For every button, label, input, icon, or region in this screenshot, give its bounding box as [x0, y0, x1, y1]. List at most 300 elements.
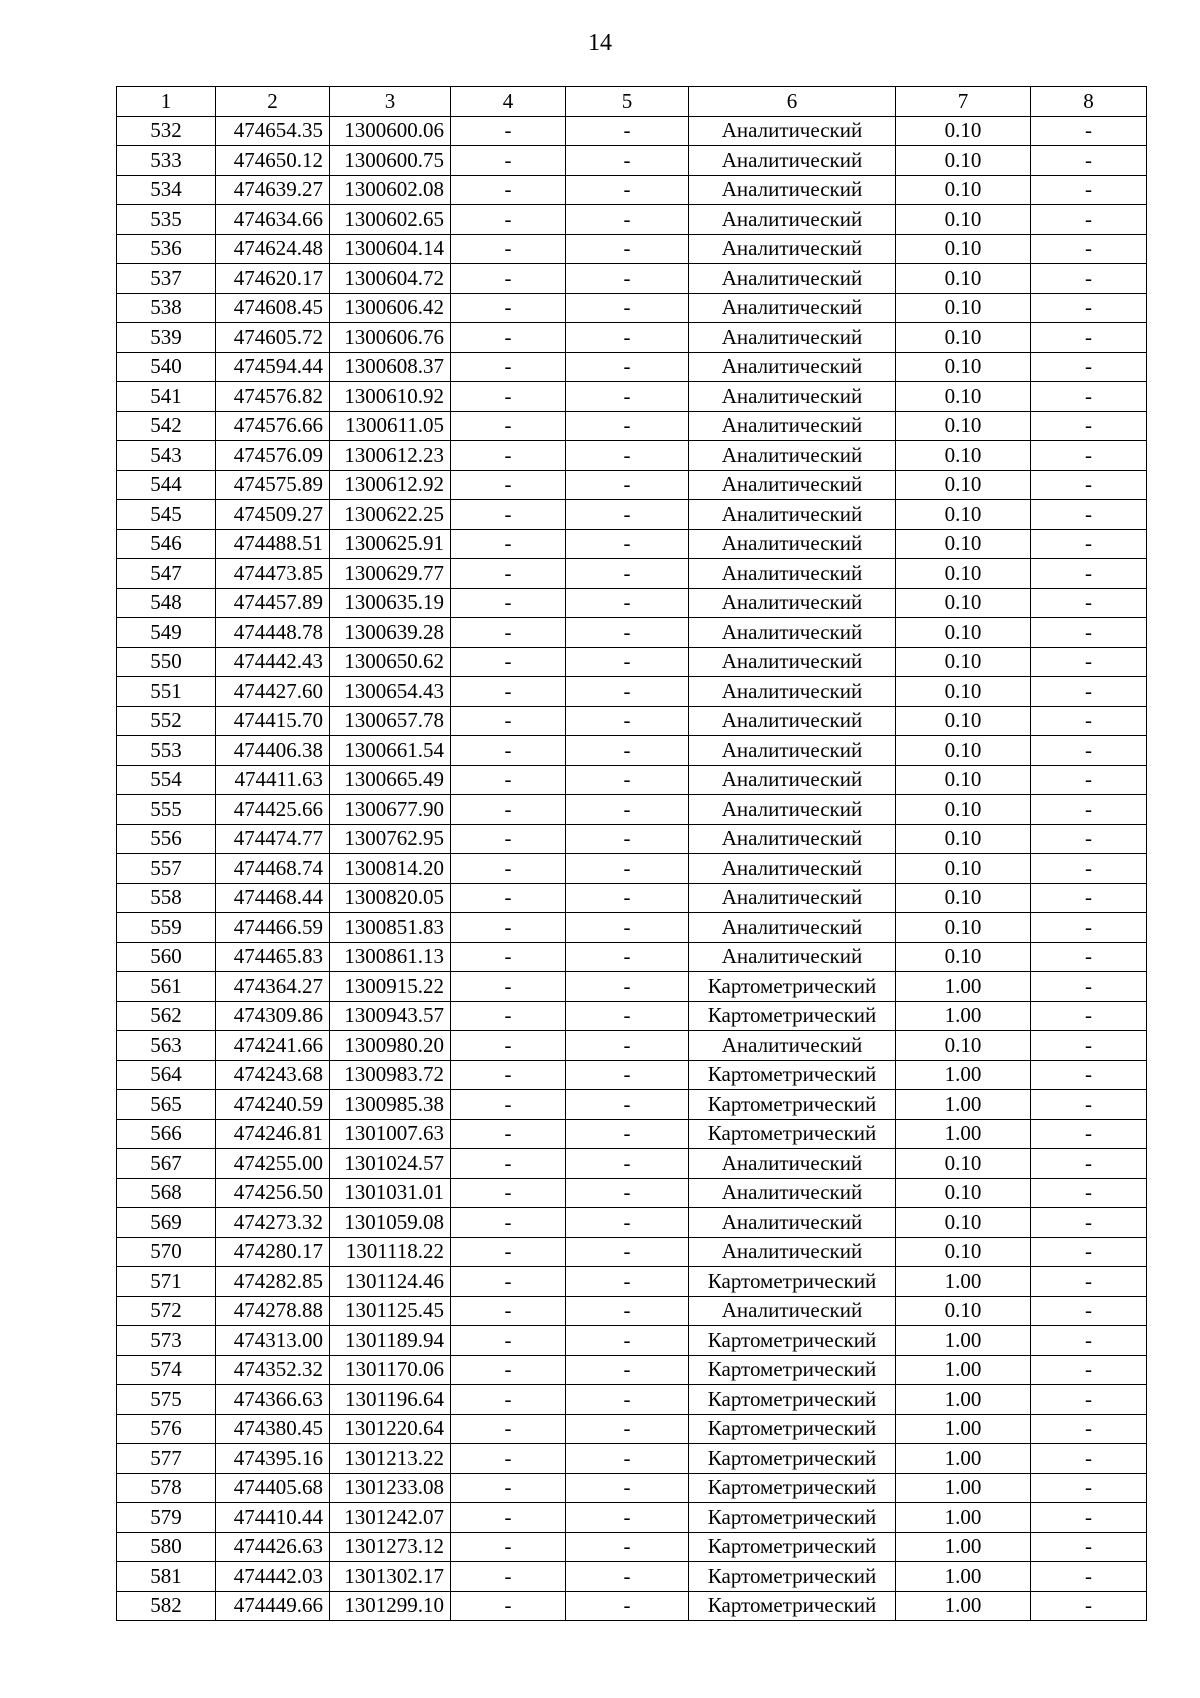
table-row [117, 706, 1147, 736]
method-cell: Аналитический [689, 559, 896, 589]
x-coordinate-cell: 474406.38 [216, 736, 330, 766]
x-coordinate-cell: 474241.66 [216, 1031, 330, 1061]
y-coordinate-cell: 1301220.64 [330, 1414, 451, 1444]
col4-cell: - [451, 323, 566, 353]
table-row [117, 824, 1147, 854]
table-row [117, 647, 1147, 677]
col5-cell: - [566, 1591, 689, 1621]
point-number-cell: 534 [117, 175, 216, 205]
col8-cell: - [1031, 1119, 1147, 1149]
x-coordinate-cell: 474650.12 [216, 146, 330, 176]
table-row [117, 1591, 1147, 1621]
table-row [117, 1178, 1147, 1208]
col5-cell: - [566, 824, 689, 854]
point-number-cell: 553 [117, 736, 216, 766]
col4-cell: - [451, 116, 566, 146]
method-cell: Картометрический [689, 1503, 896, 1533]
accuracy-cell: 0.10 [896, 647, 1031, 677]
col8-cell: - [1031, 1060, 1147, 1090]
accuracy-cell: 0.10 [896, 854, 1031, 884]
method-cell: Аналитический [689, 588, 896, 618]
point-number-cell: 575 [117, 1385, 216, 1415]
y-coordinate-cell: 1300635.19 [330, 588, 451, 618]
method-cell: Аналитический [689, 529, 896, 559]
col8-cell: - [1031, 1591, 1147, 1621]
col8-cell: - [1031, 795, 1147, 825]
table-row [117, 205, 1147, 235]
col5-cell: - [566, 618, 689, 648]
x-coordinate-cell: 474427.60 [216, 677, 330, 707]
col4-cell: - [451, 205, 566, 235]
col8-cell: - [1031, 883, 1147, 913]
point-number-cell: 538 [117, 293, 216, 323]
col4-cell: - [451, 1001, 566, 1031]
x-coordinate-cell: 474442.43 [216, 647, 330, 677]
col4-cell: - [451, 1090, 566, 1120]
col8-cell: - [1031, 116, 1147, 146]
y-coordinate-cell: 1300915.22 [330, 972, 451, 1002]
page-number: 14 [588, 30, 612, 56]
table-row [117, 588, 1147, 618]
point-number-cell: 549 [117, 618, 216, 648]
col5-cell: - [566, 588, 689, 618]
point-number-cell: 560 [117, 942, 216, 972]
method-cell: Аналитический [689, 500, 896, 530]
accuracy-cell: 1.00 [896, 972, 1031, 1002]
table-row [117, 1532, 1147, 1562]
col5-cell: - [566, 854, 689, 884]
y-coordinate-cell: 1301125.45 [330, 1296, 451, 1326]
method-cell: Картометрический [689, 1326, 896, 1356]
method-cell: Аналитический [689, 175, 896, 205]
point-number-cell: 572 [117, 1296, 216, 1326]
table-row [117, 972, 1147, 1002]
method-cell: Аналитический [689, 765, 896, 795]
method-cell: Аналитический [689, 382, 896, 412]
accuracy-cell: 0.10 [896, 529, 1031, 559]
col8-cell: - [1031, 529, 1147, 559]
y-coordinate-cell: 1300861.13 [330, 942, 451, 972]
col4-cell: - [451, 175, 566, 205]
x-coordinate-cell: 474273.32 [216, 1208, 330, 1238]
method-cell: Аналитический [689, 323, 896, 353]
method-cell: Картометрический [689, 1267, 896, 1297]
method-cell: Аналитический [689, 1296, 896, 1326]
accuracy-cell: 0.10 [896, 470, 1031, 500]
method-cell: Аналитический [689, 824, 896, 854]
col5-cell: - [566, 1267, 689, 1297]
accuracy-cell: 1.00 [896, 1444, 1031, 1474]
column-header: 2 [216, 87, 330, 117]
col5-cell: - [566, 1119, 689, 1149]
method-cell: Картометрический [689, 1090, 896, 1120]
accuracy-cell: 0.10 [896, 588, 1031, 618]
method-cell: Картометрический [689, 1060, 896, 1090]
col8-cell: - [1031, 146, 1147, 176]
method-cell: Аналитический [689, 411, 896, 441]
col5-cell: - [566, 1326, 689, 1356]
accuracy-cell: 0.10 [896, 1208, 1031, 1238]
x-coordinate-cell: 474634.66 [216, 205, 330, 235]
col4-cell: - [451, 1296, 566, 1326]
table-row [117, 352, 1147, 382]
col4-cell: - [451, 1385, 566, 1415]
col5-cell: - [566, 1355, 689, 1385]
accuracy-cell: 0.10 [896, 441, 1031, 471]
y-coordinate-cell: 1300625.91 [330, 529, 451, 559]
x-coordinate-cell: 474426.63 [216, 1532, 330, 1562]
col8-cell: - [1031, 175, 1147, 205]
table-row [117, 1385, 1147, 1415]
col5-cell: - [566, 293, 689, 323]
method-cell: Аналитический [689, 234, 896, 264]
column-header: 4 [451, 87, 566, 117]
y-coordinate-cell: 1300677.90 [330, 795, 451, 825]
x-coordinate-cell: 474576.66 [216, 411, 330, 441]
col5-cell: - [566, 382, 689, 412]
y-coordinate-cell: 1300639.28 [330, 618, 451, 648]
method-cell: Картометрический [689, 972, 896, 1002]
column-header: 7 [896, 87, 1031, 117]
accuracy-cell: 0.10 [896, 559, 1031, 589]
table-row [117, 529, 1147, 559]
x-coordinate-cell: 474594.44 [216, 352, 330, 382]
col8-cell: - [1031, 1090, 1147, 1120]
x-coordinate-cell: 474246.81 [216, 1119, 330, 1149]
accuracy-cell: 1.00 [896, 1532, 1031, 1562]
accuracy-cell: 0.10 [896, 500, 1031, 530]
col4-cell: - [451, 146, 566, 176]
col8-cell: - [1031, 1444, 1147, 1474]
x-coordinate-cell: 474395.16 [216, 1444, 330, 1474]
x-coordinate-cell: 474280.17 [216, 1237, 330, 1267]
y-coordinate-cell: 1301196.64 [330, 1385, 451, 1415]
col4-cell: - [451, 500, 566, 530]
y-coordinate-cell: 1301024.57 [330, 1149, 451, 1179]
method-cell: Аналитический [689, 352, 896, 382]
col5-cell: - [566, 883, 689, 913]
col5-cell: - [566, 647, 689, 677]
accuracy-cell: 0.10 [896, 677, 1031, 707]
x-coordinate-cell: 474415.70 [216, 706, 330, 736]
point-number-cell: 539 [117, 323, 216, 353]
y-coordinate-cell: 1300610.92 [330, 382, 451, 412]
table-row [117, 942, 1147, 972]
method-cell: Аналитический [689, 618, 896, 648]
y-coordinate-cell: 1301059.08 [330, 1208, 451, 1238]
y-coordinate-cell: 1301031.01 [330, 1178, 451, 1208]
col4-cell: - [451, 1444, 566, 1474]
col8-cell: - [1031, 1267, 1147, 1297]
col5-cell: - [566, 352, 689, 382]
y-coordinate-cell: 1301189.94 [330, 1326, 451, 1356]
method-cell: Аналитический [689, 441, 896, 471]
table-row [117, 883, 1147, 913]
col8-cell: - [1031, 411, 1147, 441]
method-cell: Аналитический [689, 1178, 896, 1208]
column-header: 1 [117, 87, 216, 117]
accuracy-cell: 1.00 [896, 1001, 1031, 1031]
point-number-cell: 577 [117, 1444, 216, 1474]
col4-cell: - [451, 1237, 566, 1267]
y-coordinate-cell: 1300622.25 [330, 500, 451, 530]
col5-cell: - [566, 1237, 689, 1267]
y-coordinate-cell: 1301273.12 [330, 1532, 451, 1562]
col8-cell: - [1031, 352, 1147, 382]
y-coordinate-cell: 1301233.08 [330, 1473, 451, 1503]
col4-cell: - [451, 1562, 566, 1592]
x-coordinate-cell: 474364.27 [216, 972, 330, 1002]
accuracy-cell: 0.10 [896, 323, 1031, 353]
point-number-cell: 582 [117, 1591, 216, 1621]
table-row [117, 795, 1147, 825]
point-number-cell: 580 [117, 1532, 216, 1562]
accuracy-cell: 0.10 [896, 352, 1031, 382]
table-row [117, 1267, 1147, 1297]
col4-cell: - [451, 647, 566, 677]
x-coordinate-cell: 474256.50 [216, 1178, 330, 1208]
point-number-cell: 537 [117, 264, 216, 294]
col4-cell: - [451, 1326, 566, 1356]
method-cell: Картометрический [689, 1001, 896, 1031]
col5-cell: - [566, 1090, 689, 1120]
col8-cell: - [1031, 1414, 1147, 1444]
col4-cell: - [451, 1208, 566, 1238]
accuracy-cell: 0.10 [896, 913, 1031, 943]
accuracy-cell: 0.10 [896, 942, 1031, 972]
col5-cell: - [566, 1208, 689, 1238]
y-coordinate-cell: 1300762.95 [330, 824, 451, 854]
point-number-cell: 542 [117, 411, 216, 441]
y-coordinate-cell: 1300612.92 [330, 470, 451, 500]
col8-cell: - [1031, 588, 1147, 618]
y-coordinate-cell: 1300604.72 [330, 264, 451, 294]
point-number-cell: 535 [117, 205, 216, 235]
method-cell: Аналитический [689, 677, 896, 707]
accuracy-cell: 0.10 [896, 116, 1031, 146]
accuracy-cell: 1.00 [896, 1503, 1031, 1533]
method-cell: Аналитический [689, 854, 896, 884]
col4-cell: - [451, 411, 566, 441]
y-coordinate-cell: 1300606.76 [330, 323, 451, 353]
point-number-cell: 571 [117, 1267, 216, 1297]
column-header: 6 [689, 87, 896, 117]
point-number-cell: 563 [117, 1031, 216, 1061]
method-cell: Картометрический [689, 1444, 896, 1474]
col5-cell: - [566, 323, 689, 353]
x-coordinate-cell: 474654.35 [216, 116, 330, 146]
method-cell: Аналитический [689, 205, 896, 235]
col4-cell: - [451, 913, 566, 943]
y-coordinate-cell: 1300654.43 [330, 677, 451, 707]
col8-cell: - [1031, 559, 1147, 589]
table-row [117, 559, 1147, 589]
col5-cell: - [566, 470, 689, 500]
col5-cell: - [566, 441, 689, 471]
method-cell: Аналитический [689, 883, 896, 913]
accuracy-cell: 0.10 [896, 264, 1031, 294]
accuracy-cell: 1.00 [896, 1060, 1031, 1090]
x-coordinate-cell: 474366.63 [216, 1385, 330, 1415]
point-number-cell: 536 [117, 234, 216, 264]
y-coordinate-cell: 1300814.20 [330, 854, 451, 884]
col4-cell: - [451, 1591, 566, 1621]
table-row [117, 1414, 1147, 1444]
table-row [117, 1326, 1147, 1356]
col8-cell: - [1031, 854, 1147, 884]
col5-cell: - [566, 175, 689, 205]
coordinates-table [116, 86, 1147, 1621]
col4-cell: - [451, 972, 566, 1002]
accuracy-cell: 0.10 [896, 146, 1031, 176]
accuracy-cell: 0.10 [896, 795, 1031, 825]
accuracy-cell: 1.00 [896, 1267, 1031, 1297]
x-coordinate-cell: 474457.89 [216, 588, 330, 618]
col8-cell: - [1031, 205, 1147, 235]
col8-cell: - [1031, 234, 1147, 264]
col8-cell: - [1031, 382, 1147, 412]
point-number-cell: 554 [117, 765, 216, 795]
col8-cell: - [1031, 1237, 1147, 1267]
col4-cell: - [451, 677, 566, 707]
col8-cell: - [1031, 441, 1147, 471]
method-cell: Картометрический [689, 1355, 896, 1385]
point-number-cell: 550 [117, 647, 216, 677]
x-coordinate-cell: 474352.32 [216, 1355, 330, 1385]
point-number-cell: 579 [117, 1503, 216, 1533]
x-coordinate-cell: 474410.44 [216, 1503, 330, 1533]
method-cell: Аналитический [689, 116, 896, 146]
col4-cell: - [451, 264, 566, 294]
accuracy-cell: 0.10 [896, 824, 1031, 854]
table-body [117, 116, 1147, 1621]
col5-cell: - [566, 942, 689, 972]
y-coordinate-cell: 1301170.06 [330, 1355, 451, 1385]
method-cell: Аналитический [689, 1149, 896, 1179]
col4-cell: - [451, 795, 566, 825]
col5-cell: - [566, 116, 689, 146]
accuracy-cell: 0.10 [896, 1178, 1031, 1208]
col4-cell: - [451, 293, 566, 323]
y-coordinate-cell: 1300604.14 [330, 234, 451, 264]
accuracy-cell: 0.10 [896, 293, 1031, 323]
y-coordinate-cell: 1300661.54 [330, 736, 451, 766]
col5-cell: - [566, 1414, 689, 1444]
col8-cell: - [1031, 618, 1147, 648]
x-coordinate-cell: 474608.45 [216, 293, 330, 323]
col4-cell: - [451, 1031, 566, 1061]
point-number-cell: 548 [117, 588, 216, 618]
table-row [117, 1473, 1147, 1503]
table-row [117, 234, 1147, 264]
col8-cell: - [1031, 1562, 1147, 1592]
table-row [117, 1149, 1147, 1179]
point-number-cell: 541 [117, 382, 216, 412]
col8-cell: - [1031, 736, 1147, 766]
col8-cell: - [1031, 1385, 1147, 1415]
col5-cell: - [566, 913, 689, 943]
x-coordinate-cell: 474576.82 [216, 382, 330, 412]
x-coordinate-cell: 474255.00 [216, 1149, 330, 1179]
col8-cell: - [1031, 293, 1147, 323]
col4-cell: - [451, 1060, 566, 1090]
y-coordinate-cell: 1300608.37 [330, 352, 451, 382]
col8-cell: - [1031, 677, 1147, 707]
col4-cell: - [451, 1414, 566, 1444]
col4-cell: - [451, 854, 566, 884]
col5-cell: - [566, 765, 689, 795]
x-coordinate-cell: 474240.59 [216, 1090, 330, 1120]
method-cell: Картометрический [689, 1473, 896, 1503]
accuracy-cell: 0.10 [896, 1296, 1031, 1326]
point-number-cell: 556 [117, 824, 216, 854]
col4-cell: - [451, 1473, 566, 1503]
method-cell: Аналитический [689, 264, 896, 294]
accuracy-cell: 0.10 [896, 1031, 1031, 1061]
x-coordinate-cell: 474313.00 [216, 1326, 330, 1356]
x-coordinate-cell: 474468.74 [216, 854, 330, 884]
point-number-cell: 578 [117, 1473, 216, 1503]
y-coordinate-cell: 1300657.78 [330, 706, 451, 736]
point-number-cell: 545 [117, 500, 216, 530]
table-row [117, 1355, 1147, 1385]
point-number-cell: 566 [117, 1119, 216, 1149]
col5-cell: - [566, 1532, 689, 1562]
y-coordinate-cell: 1300600.75 [330, 146, 451, 176]
accuracy-cell: 0.10 [896, 883, 1031, 913]
x-coordinate-cell: 474442.03 [216, 1562, 330, 1592]
method-cell: Аналитический [689, 647, 896, 677]
col5-cell: - [566, 1385, 689, 1415]
method-cell: Картометрический [689, 1119, 896, 1149]
x-coordinate-cell: 474605.72 [216, 323, 330, 353]
x-coordinate-cell: 474380.45 [216, 1414, 330, 1444]
point-number-cell: 576 [117, 1414, 216, 1444]
col8-cell: - [1031, 1178, 1147, 1208]
col5-cell: - [566, 411, 689, 441]
point-number-cell: 574 [117, 1355, 216, 1385]
point-number-cell: 552 [117, 706, 216, 736]
x-coordinate-cell: 474465.83 [216, 942, 330, 972]
y-coordinate-cell: 1300606.42 [330, 293, 451, 323]
table-row [117, 1296, 1147, 1326]
x-coordinate-cell: 474405.68 [216, 1473, 330, 1503]
method-cell: Аналитический [689, 293, 896, 323]
col5-cell: - [566, 559, 689, 589]
col4-cell: - [451, 1178, 566, 1208]
col5-cell: - [566, 1149, 689, 1179]
x-coordinate-cell: 474576.09 [216, 441, 330, 471]
col5-cell: - [566, 1444, 689, 1474]
col4-cell: - [451, 1532, 566, 1562]
table-row [117, 854, 1147, 884]
point-number-cell: 562 [117, 1001, 216, 1031]
point-number-cell: 565 [117, 1090, 216, 1120]
x-coordinate-cell: 474449.66 [216, 1591, 330, 1621]
accuracy-cell: 1.00 [896, 1591, 1031, 1621]
col8-cell: - [1031, 264, 1147, 294]
col5-cell: - [566, 1296, 689, 1326]
x-coordinate-cell: 474466.59 [216, 913, 330, 943]
table-row [117, 1001, 1147, 1031]
accuracy-cell: 1.00 [896, 1090, 1031, 1120]
y-coordinate-cell: 1300650.62 [330, 647, 451, 677]
col8-cell: - [1031, 1326, 1147, 1356]
table-row [117, 1503, 1147, 1533]
x-coordinate-cell: 474620.17 [216, 264, 330, 294]
col5-cell: - [566, 234, 689, 264]
point-number-cell: 532 [117, 116, 216, 146]
